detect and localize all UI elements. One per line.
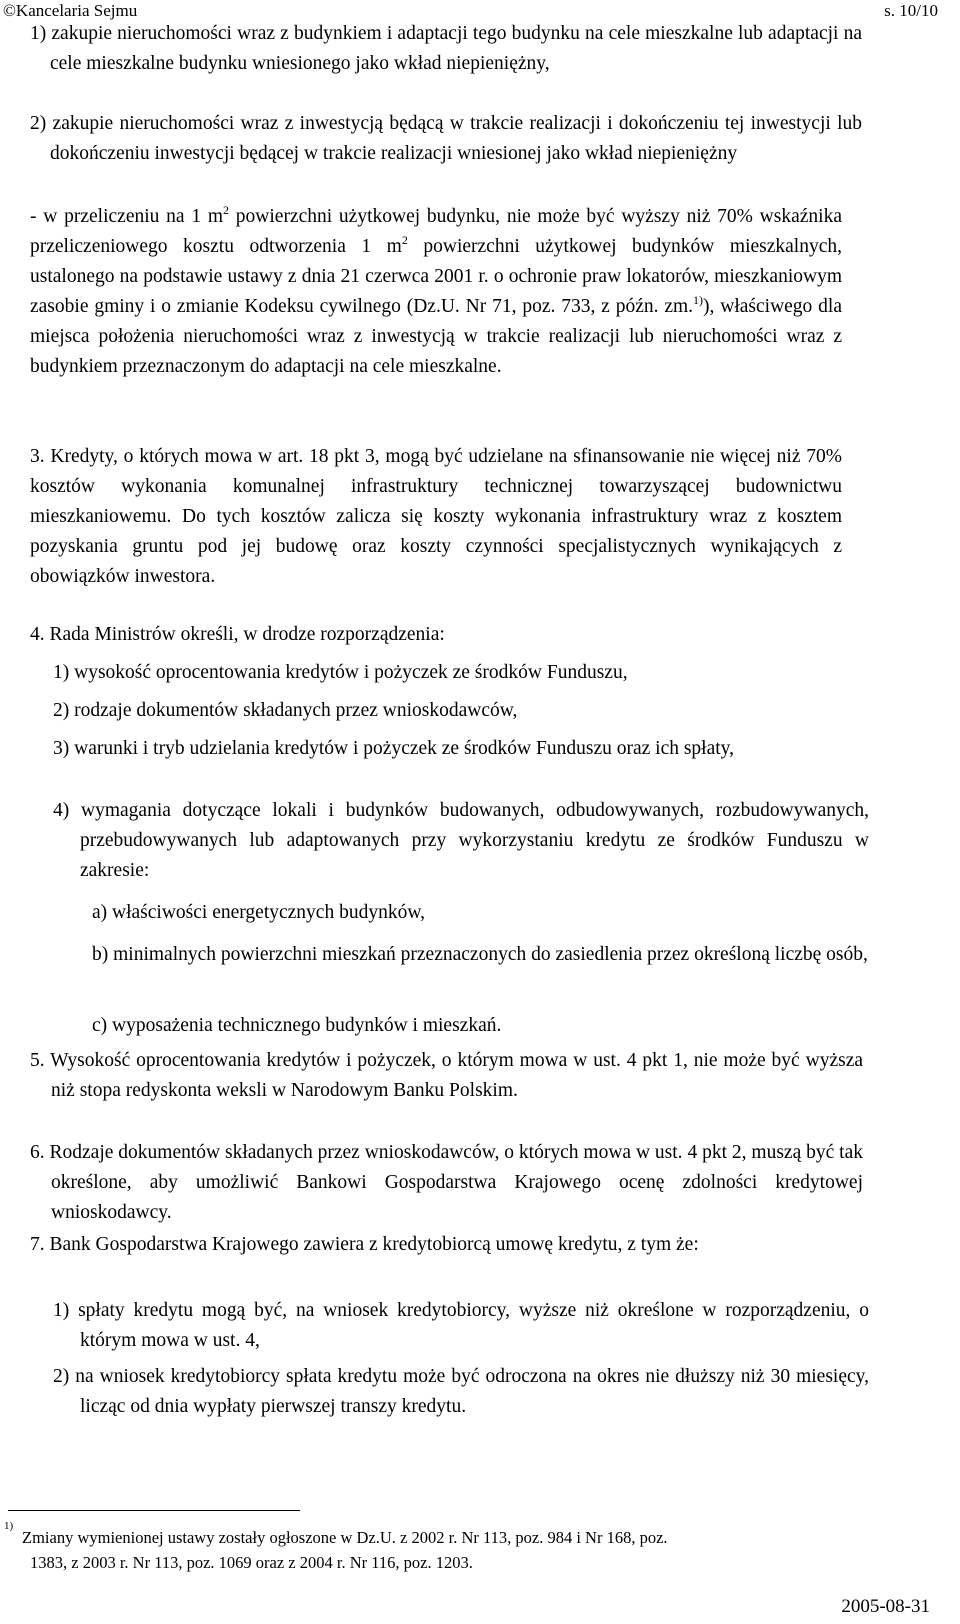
- superscript-2: 2: [223, 203, 230, 217]
- section-4-item-4b: b) minimalnych powierzchni mieszkań przeznaczonych do zasiedlenia przez określoną liczbę osób,: [92, 944, 868, 965]
- item-2: 2) zakupie nieruchomości wraz z inwestycją będącą w trakcie realizacji i dokończeniu tej inwestycji lub dokończeniu inwestycji będącej w trakcie realizacji wniesionej jako wkład niepieniężny: [30, 113, 862, 164]
- section-7-item-2: 2) na wniosek kredytobiorcy spłata kredytu może być odroczona na okres nie dłuższy niż 30 miesięcy, licząc od dnia wypłaty pierwszej transzy kredytu.: [53, 1366, 869, 1417]
- superscript-2b: 2: [401, 233, 408, 247]
- limit-text-a: - w przeliczeniu na 1 m: [30, 206, 224, 227]
- item-1: 1) zakupie nieruchomości wraz z budynkiem i adaptacji tego budynku na cele mieszkalne lub adaptacji na cele mieszkalne budynku wniesionego jako wkład niepieniężny,: [30, 23, 862, 74]
- footnote-divider: [8, 1510, 300, 1511]
- limit-text-c: powierzchni użytkowej budynków mieszkalnych, ustalonego na podstawie ustawy z dnia 21 czerwca 2001 r. o ochronie praw lokatorów, mieszkaniowym zasobie gminy i o zmianie Kodeksu cywilnego (Dz.U. Nr 71, poz. 733, z późn. zm.: [30, 236, 842, 317]
- footnote-line-1: Zmiany wymienionej ustawy zostały ogłoszone w Dz.U. z 2002 r. Nr 113, poz. 984 i Nr 168, poz.: [22, 1528, 668, 1547]
- section-7-item-1: 1) spłaty kredytu mogą być, na wniosek kredytobiorcy, wyższe niż określone w rozporządzeniu, o którym mowa w ust. 4,: [53, 1300, 869, 1351]
- footnote-ref: 1): [693, 293, 704, 307]
- section-7: 7. Bank Gospodarstwa Krajowego zawiera z kredytobiorcą umowę kredytu, z tym że:: [30, 1234, 699, 1255]
- section-5: 5. Wysokość oprocentowania kredytów i pożyczek, o którym mowa w ust. 4 pkt 1, nie może być wyższa niż stopa redyskonta weksli w Narodowym Banku Polskim.: [30, 1050, 863, 1101]
- footer-date: 2005-08-31: [841, 1596, 930, 1617]
- section-4-item-3: 3) warunki i tryb udzielania kredytów i pożyczek ze środków Funduszu oraz ich spłaty,: [53, 738, 735, 759]
- section-4-item-1: 1) wysokość oprocentowania kredytów i pożyczek ze środków Funduszu,: [53, 662, 628, 683]
- limit-text-d: ), właściwego dla miejsca położenia nieruchomości wraz z inwestycją w trakcie realizacji lub nieruchomości wraz z budynkiem przeznaczonym do adaptacji na cele mieszkalne.: [30, 296, 842, 377]
- footnote-line-2: 1383, z 2003 r. Nr 113, poz. 1069 oraz z 2004 r. Nr 116, poz. 1203.: [30, 1553, 473, 1572]
- limit-text-b: powierzchni użytkowej budynku, nie może być wyższy niż 70% wskaźnika przeliczeniowego kosztu odtworzenia 1 m: [30, 206, 842, 257]
- section-4-item-4: 4) wymagania dotyczące lokali i budynków budowanych, odbudowywanych, rozbudowywanych, przebudowywanych lub adaptowanych przy wykorzystaniu kredytu ze środków Funduszu w zakresie:: [53, 800, 869, 881]
- section-4-item-4c: c) wyposażenia technicznego budynków i mieszkań.: [92, 1015, 502, 1036]
- section-3: 3. Kredyty, o których mowa w art. 18 pkt 3, mogą być udzielane na sfinansowanie nie więcej niż 70% kosztów wykonania komunalnej infrastruktury technicznej towarzyszącej budownictwu mieszkaniowemu. Do tych kosztów zalicza się koszty wykonania infrastruktury wraz z kosztem pozyskania gruntu pod jej budowę oraz koszty czynności specjalistycznych wynikających z obowiązków inwestora.: [30, 446, 842, 587]
- footnote-mark: 1): [4, 1520, 14, 1532]
- section-6: 6. Rodzaje dokumentów składanych przez wnioskodawców, o których mowa w ust. 4 pkt 2, muszą być tak określone, aby umożliwić Bankowi Gospodarstwa Krajowego ocenę zdolności kredytowej wnioskodawcy.: [30, 1142, 863, 1223]
- section-4-item-4a: a) właściwości energetycznych budynków,: [92, 902, 426, 923]
- section-4: 4. Rada Ministrów określi, w drodze rozporządzenia:: [30, 624, 445, 645]
- limit-paragraph: [30, 202, 842, 382]
- page-number: s. 10/10: [884, 1, 938, 20]
- header-copyright: ©Kancelaria Sejmu: [3, 1, 138, 20]
- section-4-item-2: 2) rodzaje dokumentów składanych przez wnioskodawców,: [53, 700, 518, 721]
